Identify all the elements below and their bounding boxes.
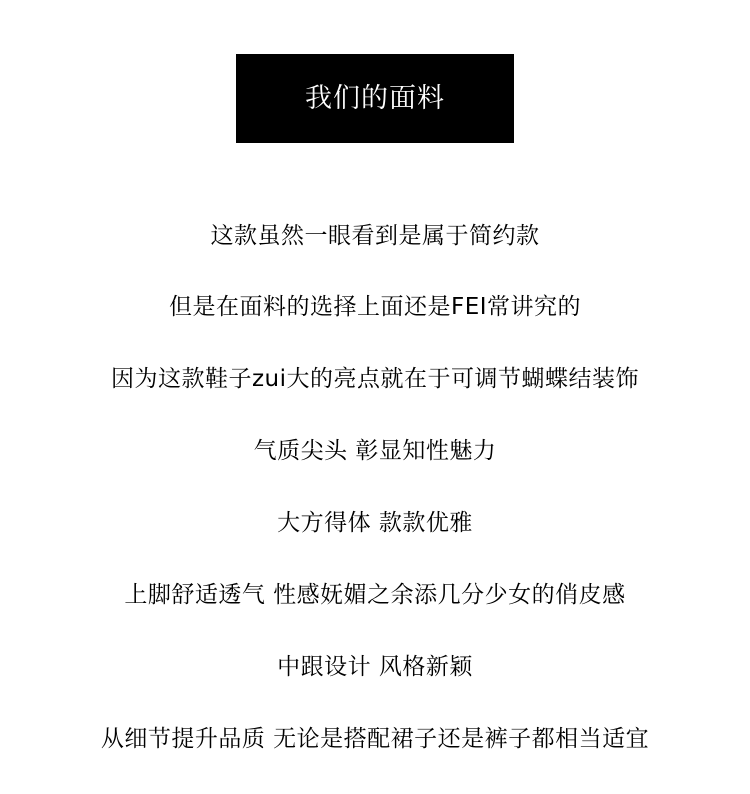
description-line: 大方得体 款款优雅 [277,510,473,536]
title-banner [236,54,514,143]
page-title: 我们的面料 [305,83,445,114]
description-line: 这款虽然一眼看到是属于简约款 [210,223,540,249]
description-line: 但是在面料的选择上面还是FEI常讲究的 [168,294,582,320]
description-line: 气质尖头 彰显知性魅力 [253,438,497,464]
description-line: 中跟设计 风格新颖 [277,654,473,680]
description-line: 上脚舒适透气 性感妩媚之余添几分少女的俏皮感 [124,582,626,608]
description-line: 因为这款鞋子zui大的亮点就在于可调节蝴蝶结装饰 [110,366,640,392]
description-line: 从细节提升品质 无论是搭配裙子还是裤子都相当适宜 [100,726,650,752]
